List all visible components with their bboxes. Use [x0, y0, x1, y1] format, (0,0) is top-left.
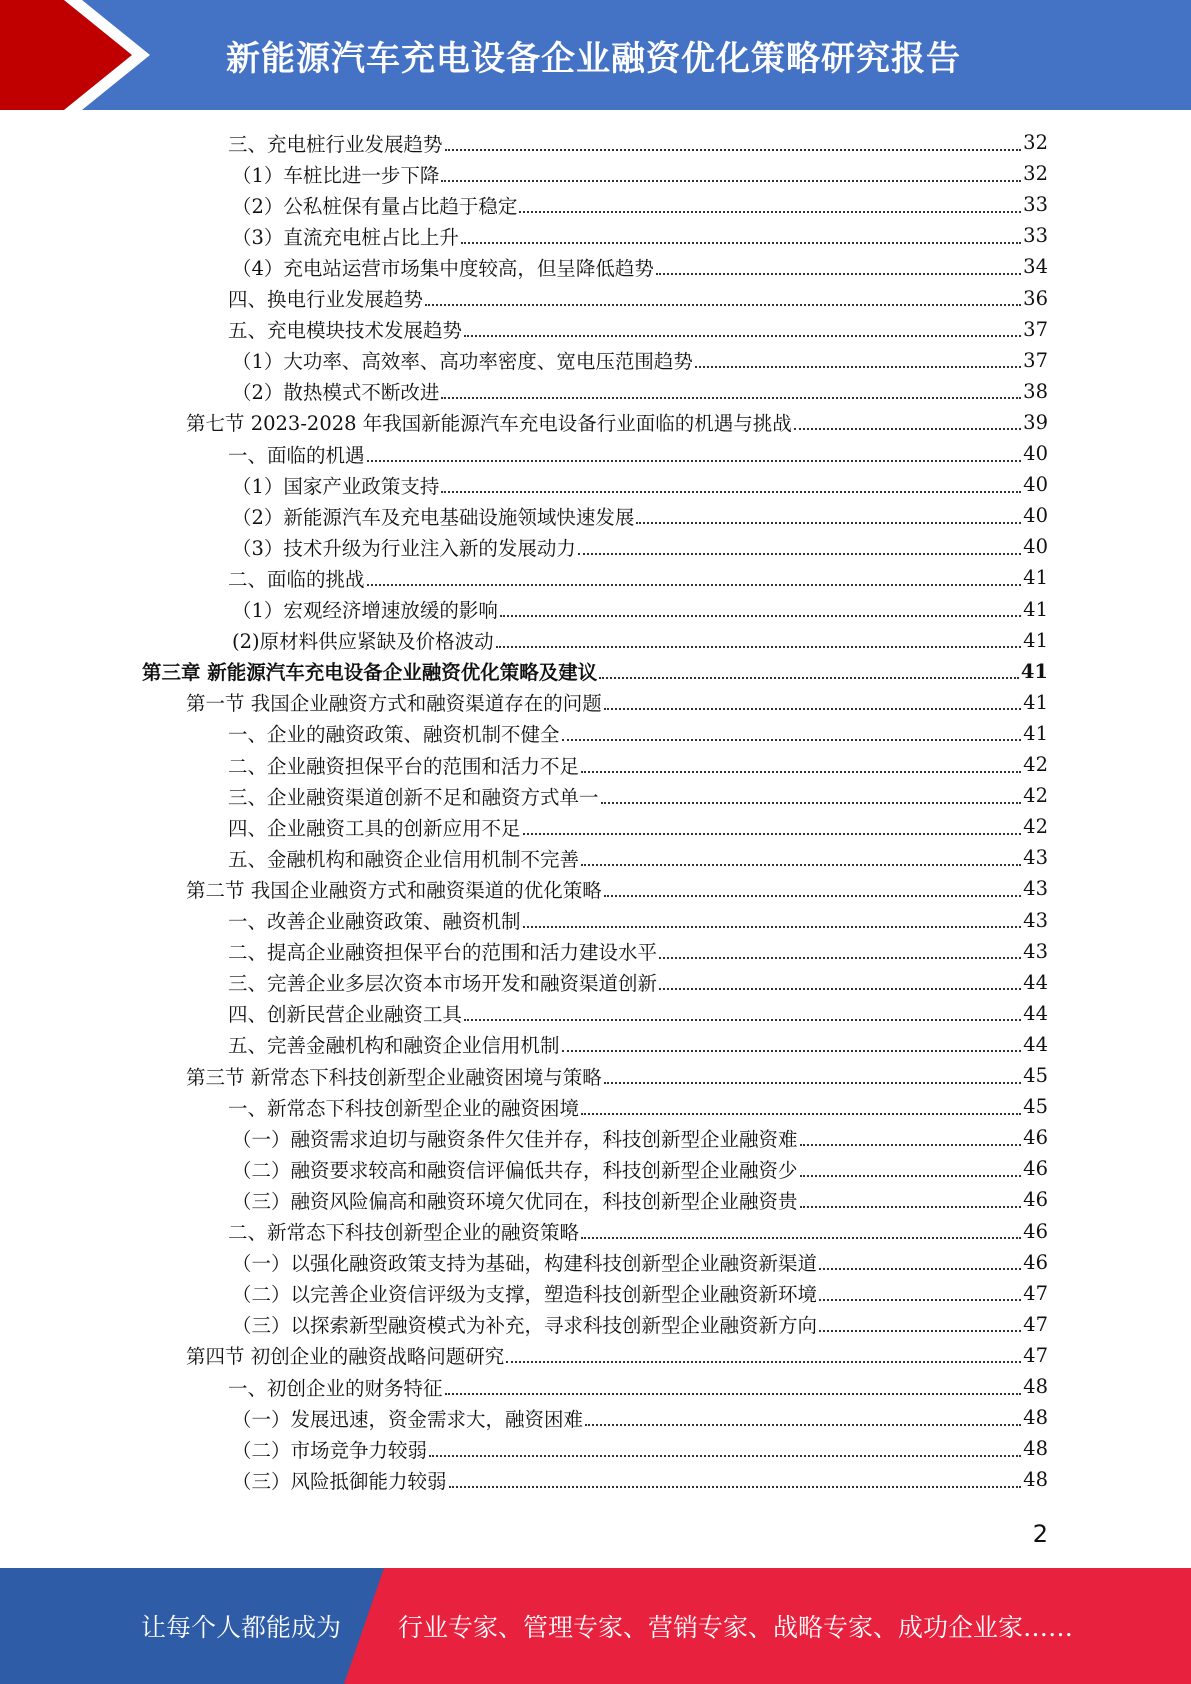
- toc-entry-label: （3）直流充电桩占比上升: [232, 225, 459, 249]
- toc-entry-page: 43: [1023, 908, 1048, 932]
- toc-entry-page: 37: [1023, 348, 1048, 372]
- toc-entry-page: 36: [1023, 286, 1048, 310]
- toc-entry-page: 45: [1023, 1064, 1048, 1087]
- toc-entry-page: 43: [1023, 846, 1048, 870]
- toc-entry[interactable]: [228, 283, 1048, 314]
- toc-entry-label: 二、新常态下科技创新型企业的融资策略: [228, 1221, 580, 1244]
- toc-entry-label: （1）大功率、高效率、高功率密度、宽电压范围趋势: [232, 350, 693, 374]
- toc-entry-label: （二）以完善企业资信评级为支撑，塑造科技创新型企业融资新环境: [232, 1283, 818, 1307]
- toc-leader-dots: [562, 1050, 1022, 1052]
- toc-leader-dots: [429, 1455, 1021, 1457]
- toc-leader-dots: [601, 802, 1022, 804]
- toc-entry-label: （1）宏观经济增速放缓的影响: [232, 599, 498, 622]
- toc-leader-dots: [578, 553, 1021, 555]
- toc-entry-page: 48: [1023, 1375, 1048, 1398]
- toc-entry-page: 33: [1023, 224, 1048, 248]
- toc-entry-label: 一、改善企业融资政策、融资机制: [228, 910, 521, 933]
- toc-entry-label: （三）风险抵御能力较弱: [232, 1469, 447, 1493]
- toc-entry-page: 41: [1023, 690, 1048, 714]
- toc-entry-page: 37: [1023, 317, 1048, 341]
- toc-leader-dots: [659, 957, 1021, 959]
- toc-entry-page: 42: [1023, 815, 1048, 839]
- toc-leader-dots: [441, 397, 1021, 399]
- toc-entry-page: 47: [1023, 1281, 1048, 1305]
- toc-entry-page: 41: [1023, 721, 1048, 745]
- toc-entry[interactable]: [228, 905, 1048, 936]
- toc-entry[interactable]: [232, 376, 1048, 407]
- toc-leader-dots: [445, 149, 1022, 151]
- toc-leader-dots: [604, 1082, 1021, 1084]
- toc-entry[interactable]: [228, 1371, 1048, 1402]
- toc-entry[interactable]: [232, 1402, 1048, 1433]
- toc-entry-page: 44: [1023, 1032, 1048, 1056]
- toc-entry-page: 41: [1020, 659, 1048, 683]
- toc-entry-label: 三、企业融资渠道创新不足和融资方式单一: [228, 785, 599, 809]
- toc-entry-page: 47: [1023, 1343, 1048, 1367]
- toc-entry[interactable]: [228, 936, 1048, 967]
- toc-entry[interactable]: [232, 251, 1048, 282]
- toc-entry-page: 42: [1023, 753, 1048, 776]
- toc-leader-dots: [464, 1019, 1021, 1021]
- toc-leader-dots: [819, 1268, 1021, 1270]
- footer-slogan-right: 行业专家、管理专家、营销专家、战略专家、成功企业家……: [398, 1613, 1074, 1642]
- toc-entry-page: 44: [1023, 1001, 1048, 1025]
- toc-entry-page: 33: [1023, 193, 1048, 217]
- toc-entry-page: 47: [1023, 1312, 1048, 1336]
- toc-entry[interactable]: [232, 1278, 1048, 1309]
- toc-entry[interactable]: [232, 594, 1048, 625]
- toc-entry-page: 39: [1023, 410, 1048, 434]
- toc-entry[interactable]: [232, 469, 1048, 500]
- toc-leader-dots: [449, 1486, 1022, 1488]
- toc-leader-dots: [367, 460, 1022, 462]
- toc-leader-dots: [367, 584, 1022, 586]
- toc-entry-page: 45: [1023, 1095, 1048, 1119]
- toc-leader-dots: [461, 242, 1021, 244]
- toc-entry-label: （三）融资风险偏高和融资环境欠优同在，科技创新型企业融资贵: [232, 1189, 798, 1213]
- toc-entry-page: 41: [1023, 628, 1048, 652]
- toc-entry-page: 46: [1023, 1250, 1048, 1274]
- toc-entry-label: （一）发展迅速，资金需求大，融资困难: [232, 1407, 584, 1431]
- toc-entry-label: （二）融资要求较高和融资信评偏低共存，科技创新型企业融资少: [232, 1158, 798, 1182]
- toc-entry-label: 第三章 新能源汽车充电设备企业融资优化策略及建议: [142, 661, 598, 685]
- toc-entry-label: 二、面临的挑战: [228, 567, 365, 591]
- toc-entry-label: 第三节 新常态下科技创新型企业融资困境与策略: [186, 1065, 602, 1089]
- toc-entry[interactable]: [228, 1091, 1048, 1122]
- toc-entry-label: 一、初创企业的财务特征: [228, 1376, 443, 1400]
- toc-leader-dots: [800, 1175, 1022, 1177]
- toc-entry[interactable]: [232, 1122, 1048, 1153]
- toc-entry-label: （2）公私桩保有量占比趋于稳定: [232, 194, 518, 218]
- toc-entry[interactable]: [228, 811, 1048, 842]
- toc-entry-page: 46: [1023, 1157, 1048, 1181]
- toc-entry[interactable]: [228, 314, 1048, 345]
- toc-leader-dots: [445, 1393, 1022, 1395]
- page-header: [0, 0, 1191, 110]
- toc-leader-dots: [581, 864, 1021, 866]
- header-arrow-decoration: [0, 0, 170, 110]
- toc-entry[interactable]: [232, 531, 1048, 562]
- toc-entry[interactable]: [232, 158, 1048, 189]
- toc-entry-page: 42: [1023, 784, 1048, 808]
- toc-entry-page: 46: [1023, 1219, 1048, 1243]
- toc-entry-label: （二）市场竞争力较弱: [232, 1438, 428, 1462]
- toc-leader-dots: [604, 708, 1021, 710]
- toc-entry-page: 38: [1023, 379, 1048, 403]
- toc-entry[interactable]: [228, 749, 1048, 780]
- toc-entry-label: 五、完善金融机构和融资企业信用机制: [228, 1034, 560, 1058]
- toc-entry-label: （3）技术升级为行业注入新的发展动力: [232, 536, 576, 560]
- toc-entry-page: 46: [1023, 1126, 1048, 1150]
- toc-entry[interactable]: [186, 1060, 1048, 1091]
- toc-leader-dots: [794, 428, 1021, 430]
- toc-entry-label: （一）以强化融资政策支持为基础，构建科技创新型企业融资新渠道: [232, 1252, 818, 1276]
- toc-leader-dots: [800, 1206, 1022, 1208]
- toc-entry[interactable]: [186, 1340, 1048, 1371]
- toc-entry-page: 48: [1023, 1406, 1048, 1430]
- toc-leader-dots: [604, 895, 1021, 897]
- toc-entry[interactable]: [228, 780, 1048, 811]
- toc-entry[interactable]: [232, 1153, 1048, 1184]
- report-title: 新能源汽车充电设备企业融资优化策略研究报告: [226, 38, 961, 79]
- toc-leader-dots: [425, 304, 1021, 306]
- toc-entry-page: 46: [1023, 1188, 1048, 1212]
- toc-entry-page: 44: [1023, 970, 1048, 994]
- toc-leader-dots: [581, 771, 1021, 773]
- toc-entry[interactable]: [228, 1029, 1048, 1060]
- toc-entry[interactable]: [228, 1216, 1048, 1247]
- toc-entry-label: 第一节 我国企业融资方式和融资渠道存在的问题: [186, 692, 602, 716]
- toc-entry-page: 48: [1023, 1468, 1048, 1492]
- toc-entry-label: （1）国家产业政策支持: [232, 474, 440, 498]
- toc-entry[interactable]: [228, 998, 1048, 1029]
- toc-entry-label: 五、金融机构和融资企业信用机制不完善: [228, 847, 580, 871]
- toc-entry-label: 第四节 初创企业的融资战略问题研究: [186, 1345, 505, 1369]
- toc-entry-label: （4）充电站运营市场集中度较高，但呈降低趋势: [232, 256, 654, 280]
- toc-entry-page: 43: [1023, 877, 1048, 901]
- toc-leader-dots: [800, 1144, 1022, 1146]
- toc-entry-label: 一、面临的机遇: [228, 443, 365, 467]
- toc-entry[interactable]: [228, 127, 1048, 158]
- page-number: 2: [1032, 1520, 1048, 1548]
- toc-entry-label: 五、充电模块技术发展趋势: [228, 319, 463, 343]
- toc-entry[interactable]: [186, 873, 1048, 904]
- toc-entry[interactable]: [232, 1309, 1048, 1340]
- toc-entry[interactable]: [228, 718, 1048, 749]
- toc-entry-label: 二、提高企业融资担保平台的范围和活力建设水平: [228, 941, 658, 965]
- toc-entry-label: 一、企业的融资政策、融资机制不健全: [228, 723, 560, 747]
- toc-entry[interactable]: [232, 500, 1048, 531]
- toc-leader-dots: [500, 615, 1021, 617]
- toc-entry-page: 43: [1023, 939, 1048, 963]
- toc-entry-label: 一、新常态下科技创新型企业的融资困境: [228, 1096, 580, 1120]
- toc-entry[interactable]: [232, 1433, 1048, 1464]
- toc-leader-dots: [695, 366, 1021, 368]
- toc-entry-label: 三、充电桩行业发展趋势: [228, 132, 443, 156]
- toc-leader-dots: [464, 335, 1021, 337]
- toc-leader-dots: [819, 1299, 1021, 1301]
- toc-entry-label: 第七节 2023-2028 年我国新能源汽车充电设备行业面临的机遇与挑战: [186, 412, 792, 436]
- toc-entry-label: 四、换电行业发展趋势: [228, 288, 424, 311]
- toc-leader-dots: [523, 833, 1022, 835]
- toc-entry-label: 四、企业融资工具的创新应用不足: [228, 816, 521, 840]
- toc-entry-label: （2）新能源汽车及充电基础设施领域快速发展: [232, 505, 635, 529]
- toc-entry[interactable]: [142, 656, 1048, 687]
- toc-entry-page: 34: [1023, 255, 1048, 279]
- toc-entry-label: 四、创新民营企业融资工具: [228, 1003, 463, 1027]
- toc-leader-dots: [581, 1113, 1021, 1115]
- toc-leader-dots: [441, 491, 1021, 493]
- toc-entry[interactable]: [228, 438, 1048, 469]
- toc-leader-dots: [659, 988, 1021, 990]
- toc-leader-dots: [562, 739, 1022, 741]
- toc-entry-label: 二、企业融资担保平台的范围和活力不足: [228, 754, 580, 778]
- toc-entry[interactable]: [186, 407, 1048, 438]
- toc-leader-dots: [819, 1330, 1021, 1332]
- toc-entry[interactable]: [232, 189, 1048, 220]
- toc-entry[interactable]: [186, 687, 1048, 718]
- toc-leader-dots: [519, 211, 1021, 213]
- toc-entry[interactable]: [228, 562, 1048, 593]
- toc-entry-label: （1）车桩比进一步下降: [232, 163, 440, 187]
- page-footer: [0, 1568, 1191, 1684]
- toc-entry-page: 48: [1023, 1437, 1048, 1461]
- toc-entry[interactable]: [228, 967, 1048, 998]
- toc-leader-dots: [506, 1361, 1021, 1363]
- toc-entry-label: (2)原材料供应紧缺及价格波动: [232, 630, 494, 654]
- footer-slogan-left: 让每个人都能成为: [141, 1613, 342, 1642]
- toc-entry-page: 40: [1023, 504, 1048, 528]
- toc-entry-page: 40: [1023, 442, 1048, 465]
- toc-leader-dots: [599, 677, 1019, 679]
- toc-entry-label: （2）散热模式不断改进: [232, 381, 440, 405]
- toc-entry[interactable]: [232, 1184, 1048, 1215]
- toc-leader-dots: [636, 522, 1021, 524]
- toc-entry-label: 三、完善企业多层次资本市场开发和融资渠道创新: [228, 972, 658, 996]
- toc-leader-dots: [523, 926, 1022, 928]
- toc-leader-dots: [656, 273, 1021, 275]
- toc-entry-label: （一）融资需求迫切与融资条件欠佳并存，科技创新型企业融资难: [232, 1127, 798, 1151]
- toc-entry[interactable]: [232, 345, 1048, 376]
- toc-entry-page: 41: [1023, 597, 1048, 621]
- toc-entry-label: 第二节 我国企业融资方式和融资渠道的优化策略: [186, 878, 602, 902]
- toc-entry[interactable]: [228, 842, 1048, 873]
- toc-leader-dots: [581, 1237, 1021, 1239]
- toc-entry-page: 40: [1023, 473, 1048, 497]
- toc-leader-dots: [496, 646, 1022, 648]
- toc-entry-label: （三）以探索新型融资模式为补充，寻求科技创新型企业融资新方向: [232, 1314, 818, 1338]
- toc-entry-page: 40: [1023, 535, 1048, 559]
- toc-leader-dots: [441, 180, 1021, 182]
- toc-entry-page: 41: [1023, 566, 1048, 590]
- toc-entry[interactable]: [232, 625, 1048, 656]
- toc-entry[interactable]: [232, 220, 1048, 251]
- toc-leader-dots: [585, 1424, 1021, 1426]
- toc-entry-page: 32: [1023, 131, 1048, 154]
- toc-entry[interactable]: [232, 1247, 1048, 1278]
- toc-entry[interactable]: [232, 1464, 1048, 1495]
- toc-entry-page: 32: [1023, 162, 1048, 186]
